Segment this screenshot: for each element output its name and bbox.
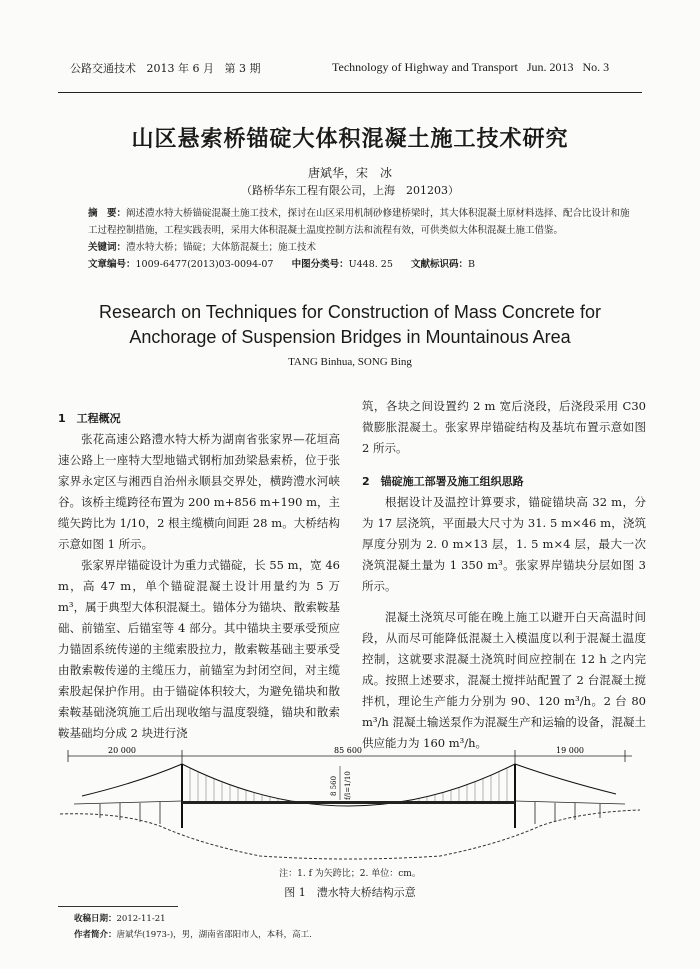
section-1-paragraph-2: 张家界岸锚碇设计为重力式锚碇，长 55 m，宽 46 m，高 47 m，单个锚碇混凝土设计用量约为 5 万 m³，属于典型大体积混凝土。锚体分为锚块、散索鞍基础、前锚室、后锚室等 4 部分。其中锚块主要承受预应力锚固系统传递的主缆索股拉力，散索鞍基础主要承受由散索鞍传递的主缆压力，前锚室为封闭空间，对主缆索股起保护作用。由于锚碇体积较大，为避免锚块和散索鞍基础浇筑施工后出现收缩与温度裂缝，锚块和散索鞍基础均分成 2 块进行浇 — [58, 558, 340, 740]
footnote-rule — [58, 906, 178, 907]
section-2-heading: 2 锚碇施工部署及施工组织思路 — [362, 475, 524, 488]
english-title — [0, 300, 700, 350]
continued-paragraph: 筑，各块之间设置约 2 m 宽后浇段，后浇段采用 C30 微膨胀混凝土。张家界岸锚碇结构及基坑布置示意如图 2 所示。 — [362, 399, 646, 455]
bio-value: 唐斌华(1973-)，男，湖南省邵阳市人，本科，高工. — [116, 930, 312, 940]
issue-date-cn: 2013 年 6 月 — [146, 62, 214, 75]
valley-ground-line — [60, 810, 640, 859]
doc-code: B — [468, 259, 475, 270]
sag-value: 8 560 — [330, 775, 338, 796]
bio-label: 作者简介： — [74, 930, 117, 940]
dimension-left: 20 000 — [108, 746, 136, 755]
keywords-label: 关键词： — [88, 242, 127, 253]
section-2-paragraph-1: 根据设计及温控计算要求，锚碇锚块高 32 m，分为 17 层浇筑，平面最大尺寸为 31. 5 m×46 m，浇筑厚度分别为 2. 0 m×13 层，1. 5 m×4 层，最大一次浇筑混凝土量为 1 350 m³。张家界岸锚块分层如图 3 所示。 — [362, 495, 646, 593]
header-journal — [70, 60, 260, 76]
issue-number-cn: 第 3 期 — [224, 62, 261, 75]
left-column — [58, 408, 340, 744]
author-bio — [74, 928, 312, 940]
clc-code: U448. 25 — [348, 259, 393, 270]
journal-name-en: Technology of Highway and Transport — [332, 60, 518, 74]
english-title-line1: Research on Techniques for Construction of Mass Concrete for — [99, 302, 601, 322]
affiliation: （路桥华东工程有限公司，上海 201203） — [241, 184, 459, 197]
figure-note: 注：1. f 为矢跨比；2. 单位：cm。 — [279, 869, 421, 879]
received-label: 收稿日期： — [74, 914, 117, 924]
journal-name-cn: 公路交通技术 — [70, 62, 136, 75]
left-side-cable — [82, 764, 182, 796]
issue-number-en: No. 3 — [582, 60, 610, 74]
section-2-paragraph-2: 混凝土浇筑尽可能在晚上施工以避开白天高温时间段，从而尽可能降低混凝土入模温度以利于混凝土温度控制，这就要求混凝土浇筑时间应控制在 12 h 之内完成。按照上述要求，混凝土搅拌站配置了 2 台混凝土搅拌机，理论生产能力分别为 90、120 m³/h。2 台 80 m³/h 混凝土输送泵作为混凝生产和运输的设备，混凝土供应能力为 160 m³/h。 — [362, 610, 646, 750]
doc-code-label: 文献标识码： — [411, 259, 469, 270]
article-no-label: 文章编号： — [88, 259, 136, 270]
article-no: 1009-6477(2013)03-0094-07 — [135, 259, 274, 270]
section-1-heading: 1 工程概况 — [58, 412, 121, 425]
clc-label: 中图分类号： — [291, 259, 349, 270]
sag-ratio: f/l=1/10 — [344, 771, 352, 800]
keywords-text: 澧水特大桥；锚碇；大体筋混凝土；施工技术 — [126, 242, 317, 253]
section-1-paragraph-1: 张花高速公路澧水特大桥为湖南省张家界—花垣高速公路上一座特大型地锚式钢桁加劲梁悬索桥，位于张家界永定区与湘西自治州永顺县交界处，横跨澧水河峡谷。该桥主缆跨径布置为 200 m+856 m+190 m，主缆矢跨比为 1/10，2 根主缆横向间距 28 m。大桥结构示意如图 1 所示。 — [58, 432, 340, 551]
abstract-block — [88, 205, 636, 273]
dimension-right: 19 000 — [556, 746, 584, 755]
english-title-line2: Anchorage of Suspension Bridges in Mountainous Area — [129, 327, 571, 347]
right-side-cable — [515, 764, 616, 794]
bridge-elevation-figure — [60, 744, 640, 864]
header-rule — [58, 92, 642, 93]
paper-title: 山区悬索桥锚碇大体积混凝土施工技术研究 — [131, 126, 569, 152]
issue-date-en: Jun. 2013 — [526, 60, 574, 74]
approach-spans — [74, 801, 625, 824]
abstract — [88, 205, 636, 239]
abstract-text: 阐述澧水特大桥锚碇混凝土施工技术，探讨在山区采用机制砂修建桥梁时，其大体积混凝土原材料选择、配合比设计和施工过程控制措施，工程实践表明，采用大体积混凝土温度控制方法和流程有效，可供类似大体积混凝土施工借鉴。 — [88, 208, 630, 236]
article-meta — [88, 256, 636, 273]
authors: 唐斌华，宋 冰 — [307, 166, 392, 180]
received-date — [74, 912, 166, 924]
received-value: 2012-11-21 — [116, 914, 166, 924]
header-journal-en — [332, 60, 609, 75]
dimension-main-span: 85 600 — [334, 746, 362, 755]
abstract-label: 摘 要： — [88, 208, 127, 219]
right-column — [362, 396, 646, 754]
keywords — [88, 239, 636, 256]
stiffening-girder — [182, 801, 515, 804]
english-authors: TANG Binhua, SONG Bing — [288, 356, 412, 368]
figure-caption: 图 1 澧水特大桥结构示意 — [284, 886, 416, 899]
